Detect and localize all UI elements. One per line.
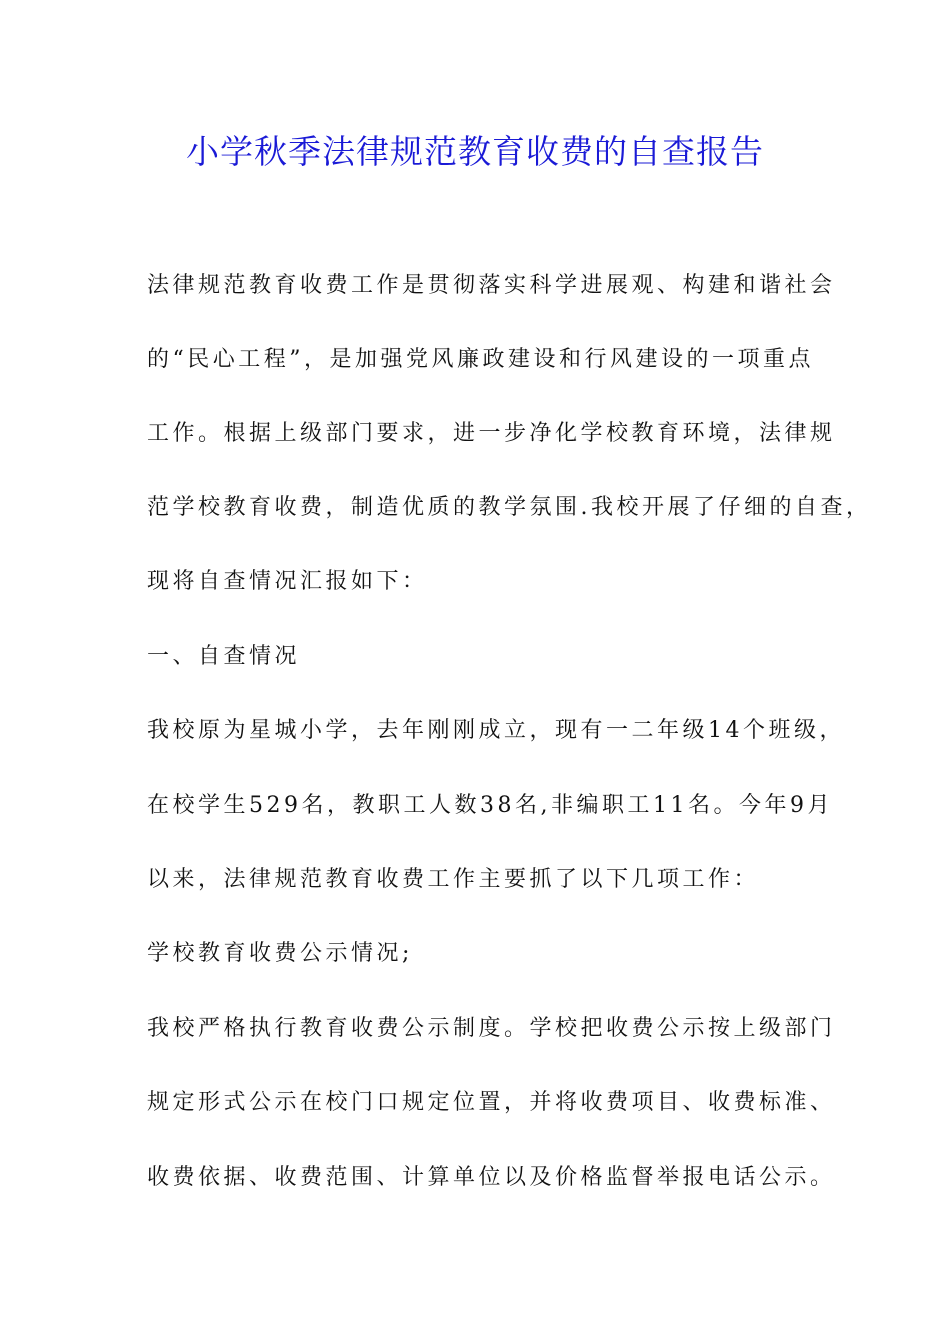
paragraph-line: 法律规范教育收费工作是贯彻落实科学进展观、构建和谐社会 — [147, 273, 836, 298]
paragraph-line: 收费依据、收费范围、计算单位以及价格监督举报电话公示。 — [147, 1165, 836, 1190]
paragraph-line: 现将自查情况汇报如下： — [147, 569, 428, 594]
section-heading: 一、自查情况 — [147, 644, 301, 669]
paragraph-line: 范学校教育收费，制造优质的教学氛围.我校开展了仔细的自查， — [147, 495, 872, 520]
paragraph-line: 规定形式公示在校门口规定位置，并将收费项目、收费标准、 — [147, 1090, 836, 1115]
document-title: 小学秋季法律规范教育收费的自查报告 — [186, 132, 764, 171]
paragraph-line: 的“民心工程”，是加强党风廉政建设和行风建设的一项重点 — [147, 347, 814, 372]
paragraph-line: 工作。根据上级部门要求，进一步净化学校教育环境，法律规 — [147, 421, 836, 446]
paragraph-line: 我校严格执行教育收费公示制度。学校把收费公示按上级部门 — [147, 1016, 836, 1041]
subsection-heading: 学校教育收费公示情况; — [147, 941, 413, 966]
paragraph-line: 以来，法律规范教育收费工作主要抓了以下几项工作： — [147, 867, 760, 892]
paragraph-line: 我校原为星城小学，去年刚刚成立，现有一二年级14个班级， — [147, 718, 845, 743]
paragraph-line: 在校学生529名，教职工人数38名,非编职工11名。今年9月 — [147, 793, 833, 818]
